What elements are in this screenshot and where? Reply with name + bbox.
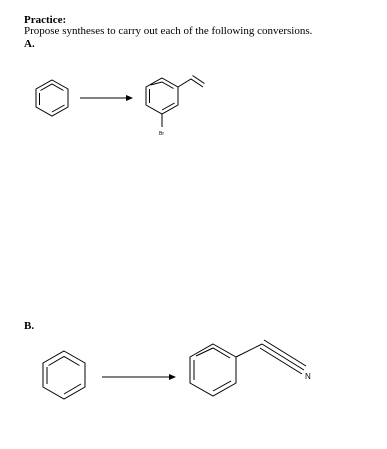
part-a-benzene-reactant bbox=[36, 80, 68, 116]
part-a-label: A. bbox=[24, 38, 35, 50]
nitrogen-atom-label: N bbox=[305, 372, 311, 381]
instructions-text: Propose syntheses to carry out each of the following conversions. bbox=[24, 25, 313, 37]
part-b-benzene-reactant bbox=[43, 351, 85, 399]
bromine-atom-label: Br bbox=[159, 131, 164, 137]
practice-heading: Practice: bbox=[24, 14, 67, 26]
part-b-label: B. bbox=[24, 320, 35, 332]
part-b-phenylacetonitrile-product bbox=[190, 340, 306, 396]
part-a-bromostyrene-product bbox=[146, 76, 205, 128]
